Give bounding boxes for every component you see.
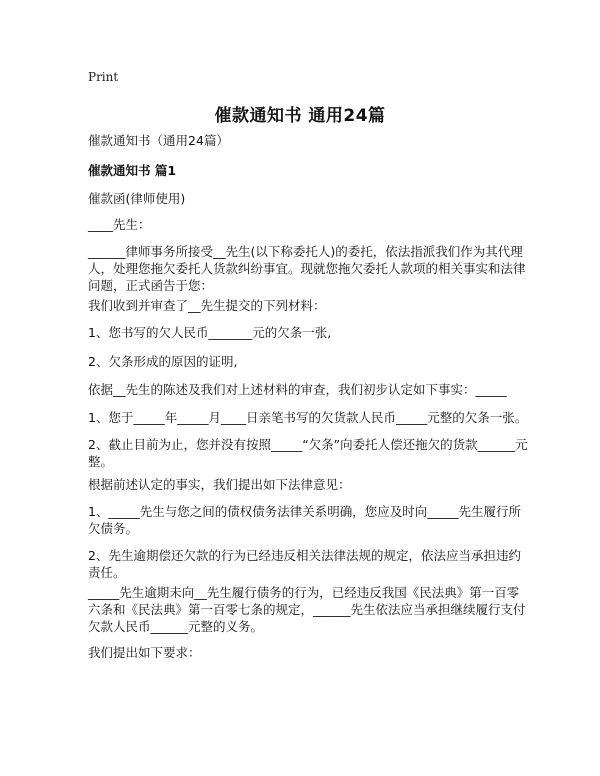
page-title: 催款通知书 通用24篇 [214, 106, 386, 126]
paragraph-fact-1: 1、您于_____年_____月____日亲笔书写的欠货款人民币_____元整的欠条一张。 [88, 410, 528, 425]
paragraph-obligation: _____先生逾期未向__先生履行债务的行为，已经违反我国《民法典》第一百零六条和《民法典》第一百零七条的规定，______先生依法应当承担继续履行支付欠款人民币______元整的义务。 [88, 585, 526, 634]
paragraph-materials: 我们收到并审查了__先生提交的下列材料： [88, 298, 326, 313]
paragraph-item-1: 1、您书写的欠人民币_______元的欠条一张, [88, 325, 332, 340]
letter-type: 催款函(律师使用) [88, 191, 186, 206]
paragraph-opinion-1: 1、_____先生与您之间的债权债务法律关系明确，您应及时向_____先生履行所欠债务。 [88, 504, 521, 536]
paragraph-intro: ______律师事务所接受__先生(以下称委托人)的委托，依法指派我们作为其代理人，处理您拖欠委托人货款纠纷事宜。现就您拖欠委托人款项的相关事实和法律问题，正式函告于您： [88, 244, 526, 293]
document-subtitle: 催款通知书（通用24篇） [88, 133, 229, 148]
paragraph-item-2: 2、欠条形成的原因的证明, [88, 354, 238, 369]
paragraph-fact-2: 2、截止目前为止，您并没有按照_____“欠条”向委托人偿还拖欠的货款______元整。 [88, 437, 528, 469]
salutation: ____先生： [88, 217, 151, 232]
section-heading: 催款通知书 篇1 [88, 163, 177, 178]
print-label[interactable]: Print [88, 70, 119, 84]
paragraph-facts: 依据__先生的陈述及我们对上述材料的审查，我们初步认定如下事实：_____ [88, 382, 507, 397]
paragraph-requests: 我们提出如下要求： [88, 645, 201, 660]
paragraph-opinion-2: 2、先生逾期偿还欠款的行为已经违反相关法律法规的规定，依法应当承担违约责任。 [88, 548, 521, 580]
paragraph-legal-opinion: 根据前述认定的事实，我们提出如下法律意见： [88, 477, 351, 492]
